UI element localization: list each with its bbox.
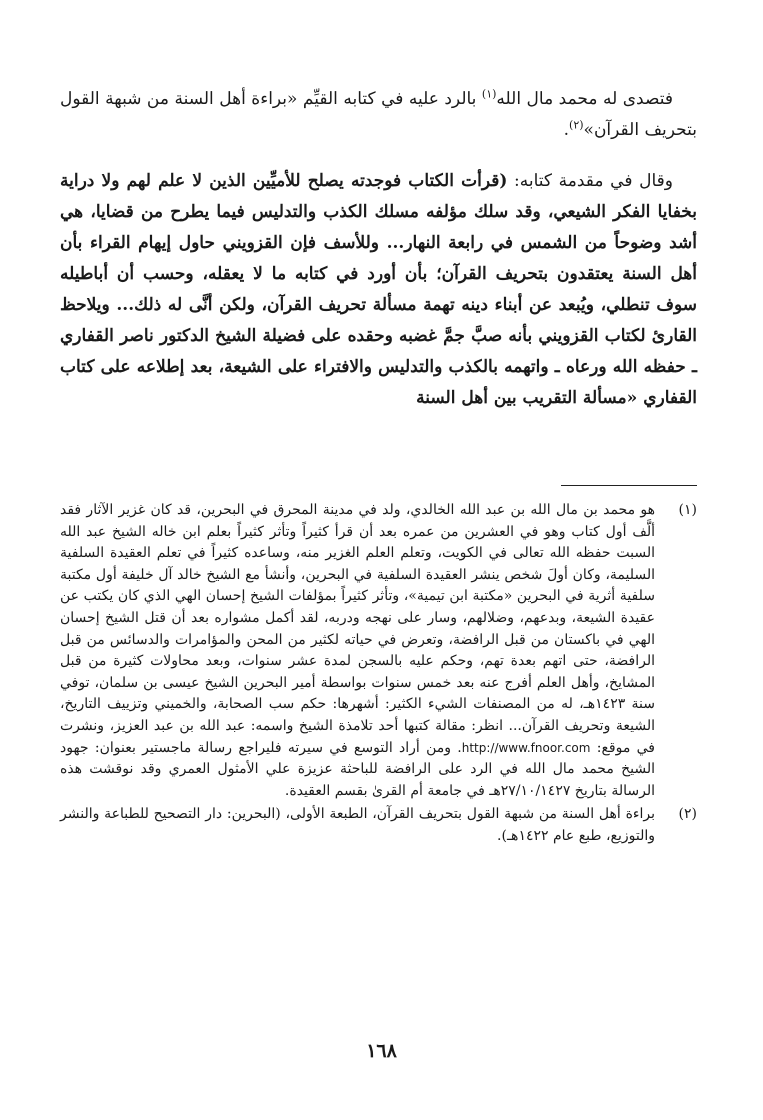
footnote-number: (١) bbox=[678, 502, 697, 518]
paragraph-1 bbox=[60, 84, 697, 146]
footnote-separator bbox=[561, 485, 697, 486]
footnote-number: (٢) bbox=[678, 806, 697, 823]
footnote-ref-1: (١) bbox=[481, 87, 497, 101]
footnote-2 bbox=[60, 804, 697, 847]
paragraph-2 bbox=[60, 166, 697, 414]
paragraph-2-intro: وقال في مقدمة كتابه: bbox=[507, 171, 673, 191]
footnote-text: براءة أهل السنة من شبهة القول بتحريف القرآن، الطبعة الأولى، (البحرين: دار التصحيح للطباعة والنشر والتوزيع، طبع عام ١٤٢٢هـ). bbox=[60, 806, 655, 844]
main-text bbox=[60, 84, 697, 414]
footnote-1-text-start: هو محمد بن مال الله بن عبد الله الخالدي، ولد في مدينة المحرق في البحرين، قد كان غزير الآثار فقد ألَّف أول كتاب وهو في العشرين من عمره بعد أن قرأ كثيراً وتأثر كثيراً بعلم ابن خاله الشيخ عبد الله السبت حفظه الله تعالى في الكويت، وتعلم العلم الغزير منه، وساعده كثيراً في تعلم العقيدة السلفية السليمة، وكان أولَ شخص ينشر العقيدة السلفية في البحرين، وأنشأ مع الشيخ خالد آل خليفة أول مكتبة سلفية أثرية في البحرين «مكتبة ابن تيمية»، وتأثر كثيراً بمؤلفات الشيخ إحسان الهي الذي كان يكتب عن عقيدة الشيعة، وبدعهم، وضلالهم، وسار على نهجه ودربه، لقد أكمل مشواره بعد أن قتل الشيخ إحسان الهي في باكستان من قبل الرافضة، وتعرض في حياته لكثير من المحن والمؤامرات والدسائس من قبل الرافضة، حتى اتهم بعدة تهم، وحكم عليه بالسجن لمدة عشر سنوات، وبعد محاولات كثيرة من قبل المشايخ، وأهل العلم أفرج عنه بعد خمس سنوات بواسطة أمير البحرين الشيخ عيسى بن سلمان، توفي سنة ١٤٢٣هـ، له من المصنفات الشيء الكثير: أشهرها: حكم سب الصحابة، والخميني وتزييف التاريخ، الشيعة وتحريف القرآن... انظر: مقالة كتبها أحد تلامذة الشيخ واسمه: عبد الله بن عبد العزيز، ونشرت في موقع: bbox=[60, 502, 655, 756]
page-number: ١٦٨ bbox=[366, 1040, 397, 1062]
paragraph-1-text-end: . bbox=[563, 120, 570, 140]
footnotes bbox=[60, 500, 697, 848]
paragraph-2-quote: (قرأت الكتاب فوجدته يصلح للأميِّين الذين لا علم لهم ولا دراية بخفايا الفكر الشيعي، وقد سلك مؤلفه مسلك الكذب والتدليس فيما يطرح من قضايا، هي أشد وضوحاً من الشمس في رابعة النهار... وللأسف فإن القزويني حاول إيهام القراء بأن أهل السنة يعتقدون بتحريف القرآن؛ بأن أورد في كتابه ما لا يعقله، وحسب أن أباطيله سوف تنطلي، ويُبعد عن أبناء دينه تهمة مسألة تحريف القرآن، ولكن أنَّى له ذلك... ويلاحظ القارئ لكتاب القزويني بأنه صبَّ جمَّ غضبه وحقده على فضيلة الشيخ الدكتور ناصر القفاري ـ حفظه الله ورعاه ـ واتهمه بالكذب والتدليس والافتراء على الشيعة، بعد إطلاعه على كتاب القفاري «مسألة التقريب بين أهل السنة bbox=[60, 171, 697, 408]
footnote-text bbox=[60, 500, 655, 802]
paragraph-1-text-start: فتصدى له محمد مال الله bbox=[496, 89, 673, 109]
footnote-ref-2: (٢) bbox=[569, 118, 584, 132]
paragraph-1-text-middle: بالرد عليه في كتابه القيِّم «براءة أهل السنة من شبهة القول بتحريف القرآن» bbox=[60, 89, 697, 140]
footnote-1-text-end: . ومن أراد التوسع في سيرته فليراجع رسالة ماجستير بعنوان: جهود الشيخ محمد مال الله في الرد على الرافضة للباحثة عزيزة علي الأمثول العمري وقد نوقشت هذه الرسالة بتاريخ ٢٧/١٠/١٤٢٧هـ في جامعة أم القرىٰ بقسم العقيدة. bbox=[60, 739, 655, 799]
footnote-1 bbox=[60, 500, 697, 802]
footnote-url: http://www.fnoor.com bbox=[461, 740, 591, 755]
